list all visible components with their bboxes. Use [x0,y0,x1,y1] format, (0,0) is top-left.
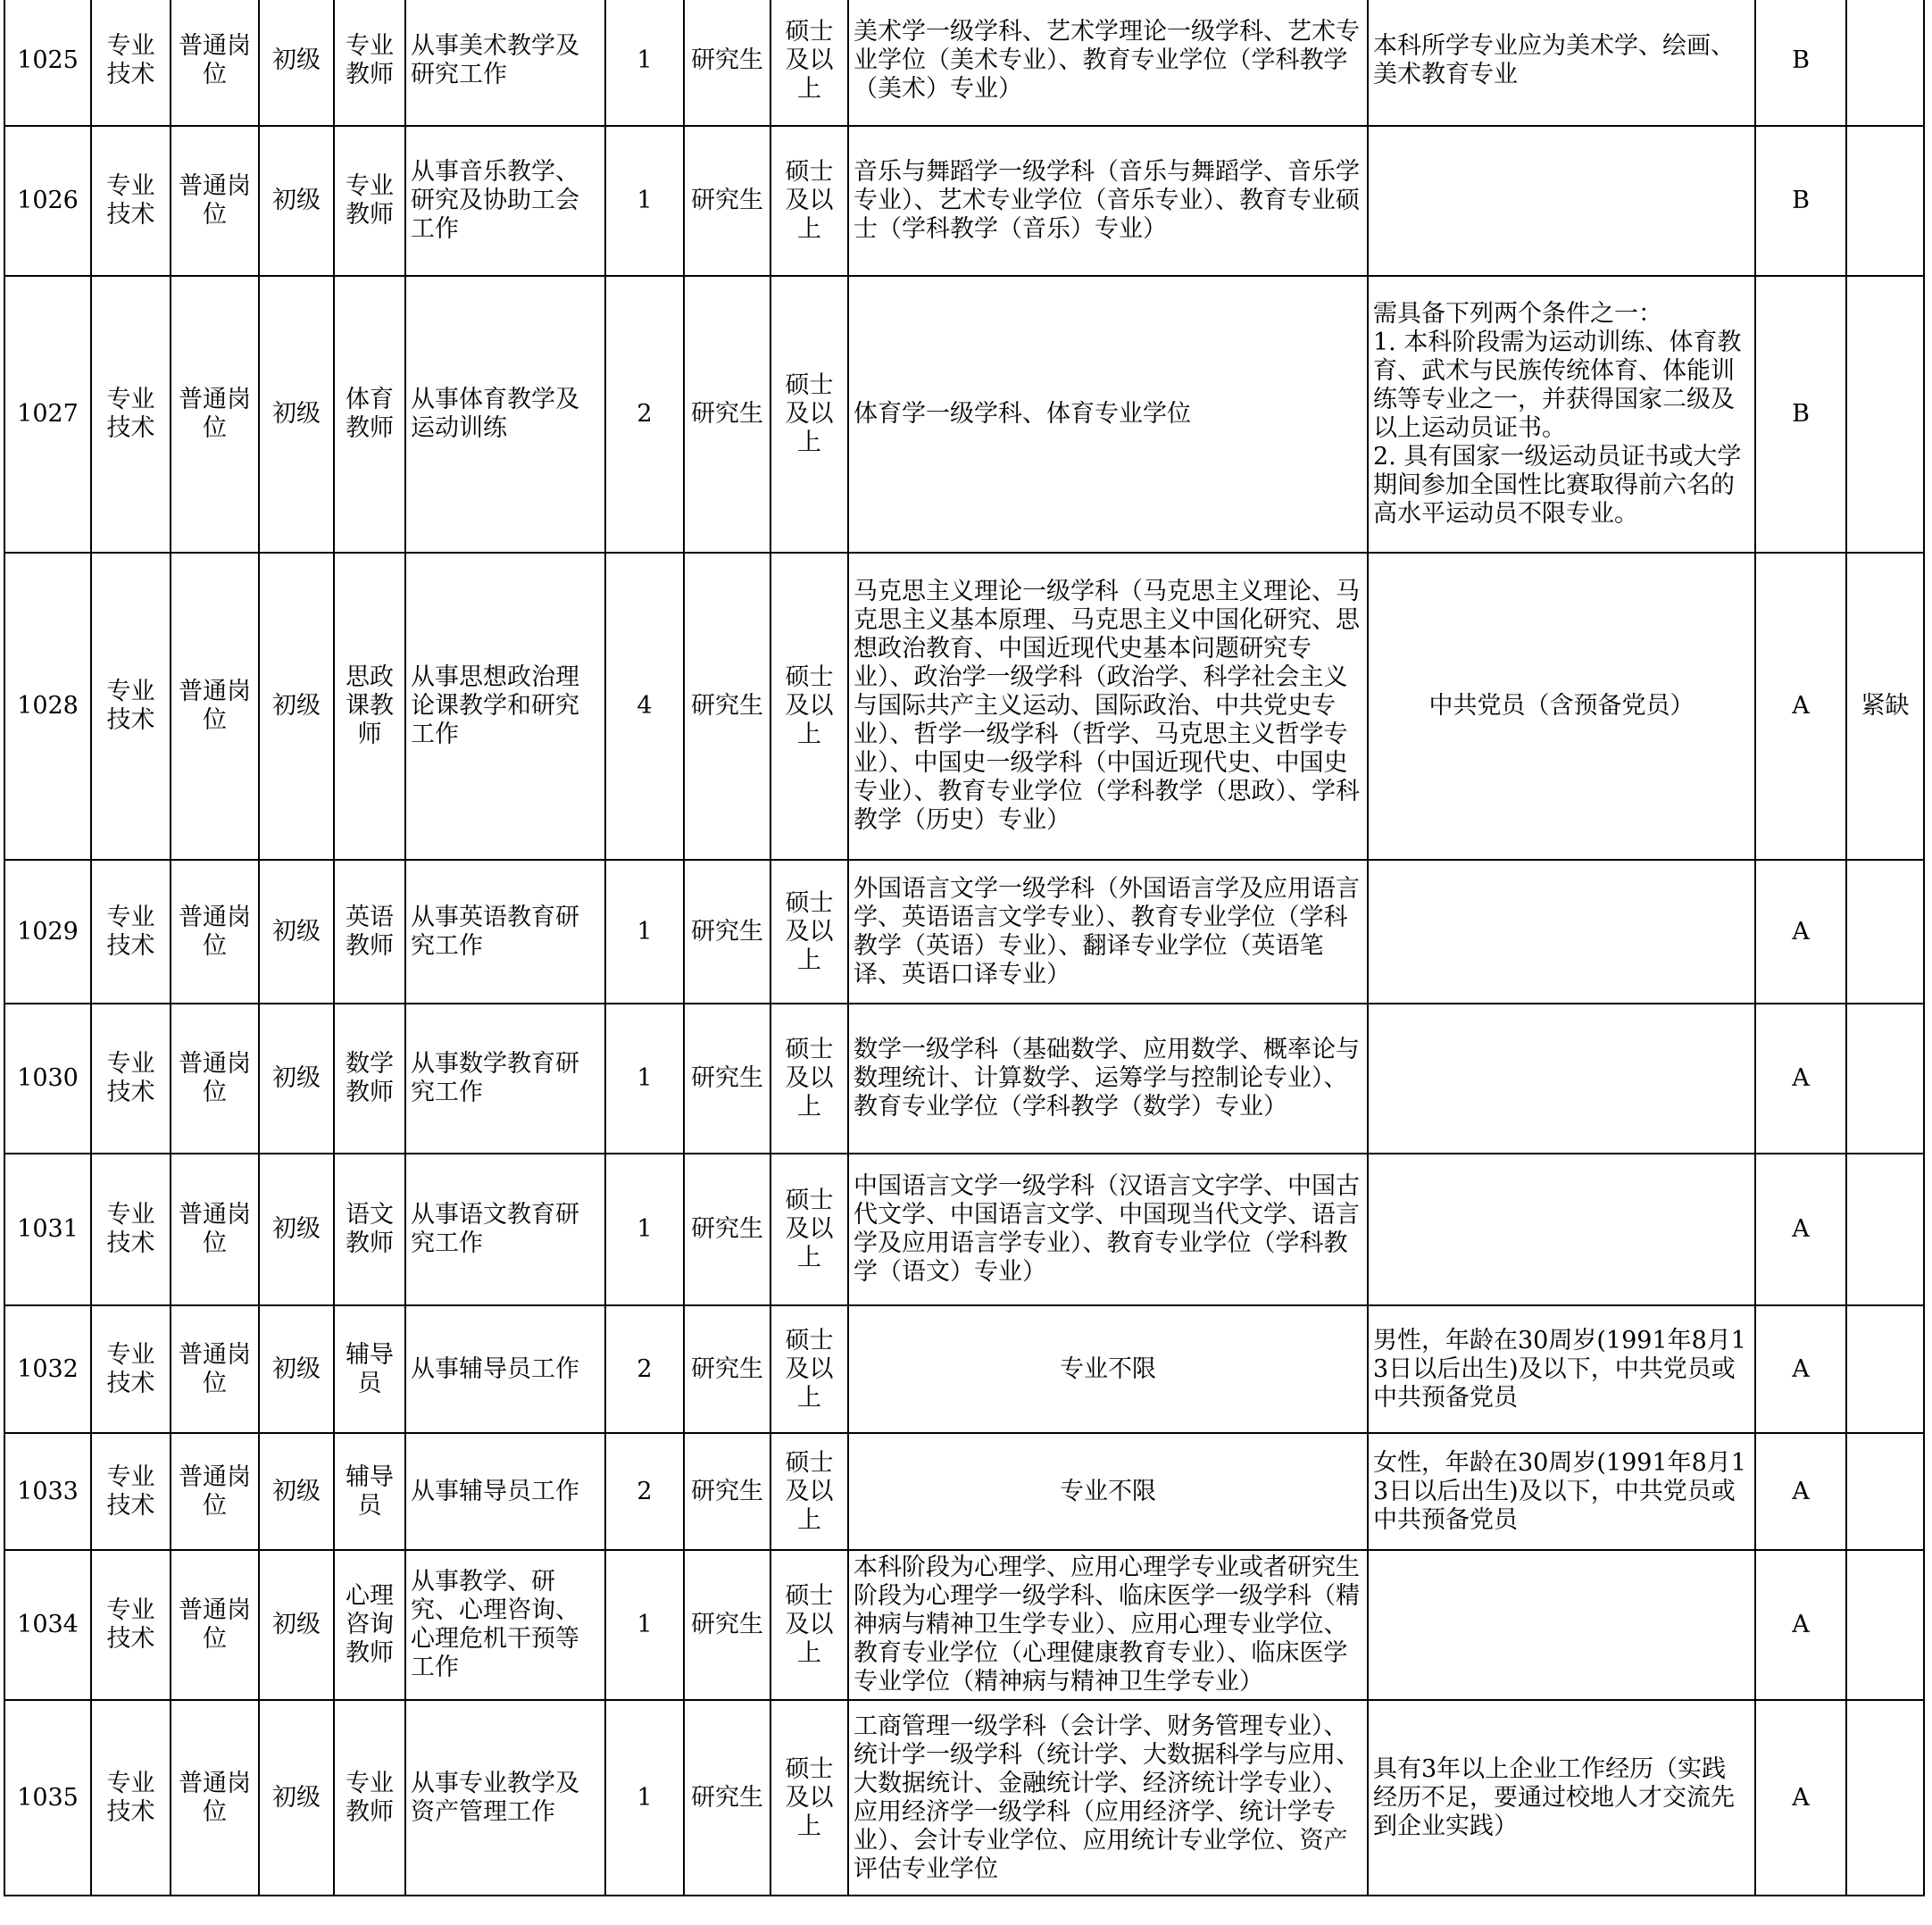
table-row [4,1004,1924,1154]
position-name-cell: 辅导员 [334,1433,405,1550]
education-cell: 研究生 [684,1004,770,1154]
category-cell: 专业技术 [91,276,171,553]
headcount-cell: 1 [605,1700,684,1896]
education-cell: 研究生 [684,1700,770,1896]
headcount-cell: 1 [605,1550,684,1700]
level-cell: 初级 [259,1004,334,1154]
category-cell: 专业技术 [91,0,171,126]
remark-cell [1846,1433,1924,1550]
position-name-cell: 思政课教师 [334,553,405,860]
major-requirement-cell: 专业不限 [848,1305,1368,1433]
table-row [4,0,1924,126]
major-requirement-cell: 数学一级学科（基础数学、应用数学、概率论与数理统计、计算数学、运筹学与控制论专业）、教育专业学位（学科教学（数学）专业） [848,1004,1368,1154]
other-requirement-cell [1368,860,1755,1004]
degree-cell: 硕士及以上 [770,1433,848,1550]
position-name-cell: 英语教师 [334,860,405,1004]
position-name-cell: 心理咨询教师 [334,1550,405,1700]
exam-class-cell: A [1755,1305,1846,1433]
remark-cell [1846,1305,1924,1433]
duty-cell: 从事美术教学及研究工作 [405,0,605,126]
position-code-cell: 1027 [4,276,91,553]
duty-cell: 从事英语教育研究工作 [405,860,605,1004]
position-code-cell: 1028 [4,553,91,860]
headcount-cell: 1 [605,860,684,1004]
post-type-cell: 普通岗位 [171,860,259,1004]
education-cell: 研究生 [684,860,770,1004]
major-requirement-cell: 体育学一级学科、体育专业学位 [848,276,1368,553]
exam-class-cell: A [1755,1550,1846,1700]
exam-class-cell: B [1755,0,1846,126]
level-cell: 初级 [259,1433,334,1550]
remark-cell [1846,276,1924,553]
other-requirement-cell: 女性，年龄在30周岁(1991年8月13日以后出生)及以下，中共党员或中共预备党员 [1368,1433,1755,1550]
post-type-cell: 普通岗位 [171,1305,259,1433]
post-type-cell: 普通岗位 [171,0,259,126]
major-requirement-cell: 马克思主义理论一级学科（马克思主义理论、马克思主义基本原理、马克思主义中国化研究、思想政治教育、中国近现代史基本问题研究专业）、政治学一级学科（政治学、科学社会主义与国际共产主义运动、国际政治、中共党史专业）、哲学一级学科（哲学、马克思主义哲学专业）、中国史一级学科（中国近现代史、中国史专业）、教育专业学位（学科教学（思政）、学科教学（历史）专业） [848,553,1368,860]
other-requirement-cell [1368,1154,1755,1305]
degree-cell: 硕士及以上 [770,1550,848,1700]
position-name-cell: 专业教师 [334,1700,405,1896]
headcount-cell: 1 [605,1154,684,1305]
level-cell: 初级 [259,1550,334,1700]
duty-cell: 从事教学、研究、心理咨询、心理危机干预等工作 [405,1550,605,1700]
position-name-cell: 辅导员 [334,1305,405,1433]
degree-cell: 硕士及以上 [770,1700,848,1896]
position-code-cell: 1034 [4,1550,91,1700]
headcount-cell: 2 [605,276,684,553]
duty-cell: 从事语文教育研究工作 [405,1154,605,1305]
other-requirement-cell [1368,1550,1755,1700]
category-cell: 专业技术 [91,1550,171,1700]
position-name-cell: 语文教师 [334,1154,405,1305]
post-type-cell: 普通岗位 [171,1154,259,1305]
position-name-cell: 体育教师 [334,276,405,553]
position-code-cell: 1029 [4,860,91,1004]
category-cell: 专业技术 [91,1004,171,1154]
table-row [4,1550,1924,1700]
headcount-cell: 2 [605,1305,684,1433]
position-code-cell: 1035 [4,1700,91,1896]
position-code-cell: 1033 [4,1433,91,1550]
remark-cell [1846,126,1924,276]
remark-cell [1846,1550,1924,1700]
major-requirement-cell: 专业不限 [848,1433,1368,1550]
remark-cell: 紧缺 [1846,553,1924,860]
exam-class-cell: A [1755,860,1846,1004]
duty-cell: 从事思想政治理论课教学和研究工作 [405,553,605,860]
position-code-cell: 1025 [4,0,91,126]
category-cell: 专业技术 [91,1700,171,1896]
major-requirement-cell: 中国语言文学一级学科（汉语言文字学、中国古代文学、中国语言文学、中国现当代文学、语言学及应用语言学专业）、教育专业学位（学科教学（语文）专业） [848,1154,1368,1305]
education-cell: 研究生 [684,1550,770,1700]
duty-cell: 从事专业教学及资产管理工作 [405,1700,605,1896]
remark-cell [1846,860,1924,1004]
major-requirement-cell: 本科阶段为心理学、应用心理学专业或者研究生阶段为心理学一级学科、临床医学一级学科（精神病与精神卫生学专业）、应用心理专业学位、教育专业学位（心理健康教育专业）、临床医学专业学位（精神病与精神卫生学专业） [848,1550,1368,1700]
level-cell: 初级 [259,1700,334,1896]
level-cell: 初级 [259,276,334,553]
degree-cell: 硕士及以上 [770,0,848,126]
table-row [4,126,1924,276]
position-name-cell: 专业教师 [334,126,405,276]
major-requirement-cell: 音乐与舞蹈学一级学科（音乐与舞蹈学、音乐学专业）、艺术专业学位（音乐专业）、教育专业硕士（学科教学（音乐）专业） [848,126,1368,276]
category-cell: 专业技术 [91,126,171,276]
headcount-cell: 1 [605,1004,684,1154]
position-name-cell: 专业教师 [334,0,405,126]
education-cell: 研究生 [684,1433,770,1550]
major-requirement-cell: 工商管理一级学科（会计学、财务管理专业）、统计学一级学科（统计学、大数据科学与应用、大数据统计、金融统计学、经济统计学专业）、应用经济学一级学科（应用经济学、统计学专业）、会计专业学位、应用统计专业学位、资产评估专业学位 [848,1700,1368,1896]
level-cell: 初级 [259,553,334,860]
headcount-cell: 1 [605,0,684,126]
duty-cell: 从事体育教学及运动训练 [405,276,605,553]
degree-cell: 硕士及以上 [770,553,848,860]
table-row [4,860,1924,1004]
duty-cell: 从事数学教育研究工作 [405,1004,605,1154]
exam-class-cell: A [1755,1154,1846,1305]
other-requirement-cell: 中共党员（含预备党员） [1368,553,1755,860]
table-row [4,276,1924,553]
duty-cell: 从事辅导员工作 [405,1305,605,1433]
category-cell: 专业技术 [91,1305,171,1433]
remark-cell [1846,1004,1924,1154]
other-requirement-cell: 男性，年龄在30周岁(1991年8月13日以后出生)及以下，中共党员或中共预备党员 [1368,1305,1755,1433]
position-name-cell: 数学教师 [334,1004,405,1154]
table-row [4,1433,1924,1550]
category-cell: 专业技术 [91,1154,171,1305]
duty-cell: 从事音乐教学、研究及协助工会工作 [405,126,605,276]
post-type-cell: 普通岗位 [171,553,259,860]
exam-class-cell: A [1755,553,1846,860]
education-cell: 研究生 [684,1305,770,1433]
position-code-cell: 1032 [4,1305,91,1433]
other-requirement-cell: 需具备下列两个条件之一： 1. 本科阶段需为运动训练、体育教育、武术与民族传统体育、体能训练等专业之一，并获得国家二级及以上运动员证书。 2. 具有国家一级运动员证书或大学期间参加全国性比赛取得前六名的高水平运动员不限专业。 [1368,276,1755,553]
level-cell: 初级 [259,126,334,276]
degree-cell: 硕士及以上 [770,1305,848,1433]
duty-cell: 从事辅导员工作 [405,1433,605,1550]
degree-cell: 硕士及以上 [770,1004,848,1154]
education-cell: 研究生 [684,553,770,860]
post-type-cell: 普通岗位 [171,1004,259,1154]
position-table [4,0,1925,1896]
degree-cell: 硕士及以上 [770,126,848,276]
post-type-cell: 普通岗位 [171,1700,259,1896]
category-cell: 专业技术 [91,860,171,1004]
table-row [4,1154,1924,1305]
other-requirement-cell: 具有3年以上企业工作经历（实践经历不足，要通过校地人才交流先到企业实践） [1368,1700,1755,1896]
level-cell: 初级 [259,0,334,126]
other-requirement-cell: 本科所学专业应为美术学、绘画、美术教育专业 [1368,0,1755,126]
level-cell: 初级 [259,1305,334,1433]
headcount-cell: 4 [605,553,684,860]
degree-cell: 硕士及以上 [770,1154,848,1305]
post-type-cell: 普通岗位 [171,1433,259,1550]
table-row [4,553,1924,860]
remark-cell [1846,1154,1924,1305]
remark-cell [1846,1700,1924,1896]
table-row [4,1700,1924,1896]
degree-cell: 硕士及以上 [770,860,848,1004]
exam-class-cell: A [1755,1433,1846,1550]
education-cell: 研究生 [684,276,770,553]
education-cell: 研究生 [684,0,770,126]
major-requirement-cell: 美术学一级学科、艺术学理论一级学科、艺术专业学位（美术专业）、教育专业学位（学科教学（美术）专业） [848,0,1368,126]
other-requirement-cell [1368,1004,1755,1154]
other-requirement-cell [1368,126,1755,276]
exam-class-cell: A [1755,1700,1846,1896]
post-type-cell: 普通岗位 [171,126,259,276]
exam-class-cell: A [1755,1004,1846,1154]
level-cell: 初级 [259,860,334,1004]
position-code-cell: 1030 [4,1004,91,1154]
major-requirement-cell: 外国语言文学一级学科（外国语言学及应用语言学、英语语言文学专业）、教育专业学位（学科教学（英语）专业）、翻译专业学位（英语笔译、英语口译专业） [848,860,1368,1004]
level-cell: 初级 [259,1154,334,1305]
education-cell: 研究生 [684,126,770,276]
exam-class-cell: B [1755,126,1846,276]
remark-cell [1846,0,1924,126]
category-cell: 专业技术 [91,553,171,860]
position-code-cell: 1031 [4,1154,91,1305]
post-type-cell: 普通岗位 [171,276,259,553]
headcount-cell: 1 [605,126,684,276]
table-row [4,1305,1924,1433]
exam-class-cell: B [1755,276,1846,553]
position-code-cell: 1026 [4,126,91,276]
degree-cell: 硕士及以上 [770,276,848,553]
category-cell: 专业技术 [91,1433,171,1550]
education-cell: 研究生 [684,1154,770,1305]
post-type-cell: 普通岗位 [171,1550,259,1700]
headcount-cell: 2 [605,1433,684,1550]
